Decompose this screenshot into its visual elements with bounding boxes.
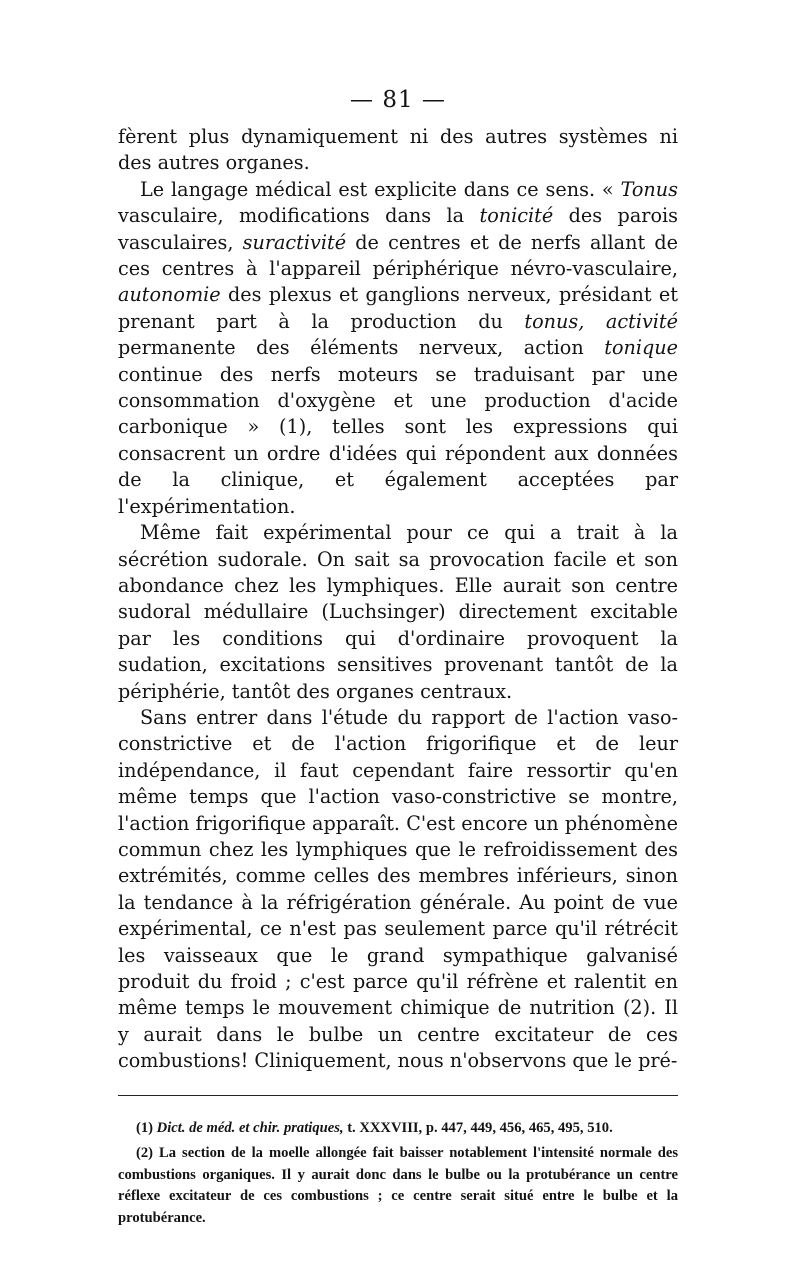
footnotes	[118, 1118, 678, 1230]
book-page	[118, 86, 678, 1234]
main-text	[118, 124, 678, 1075]
paragraph-continuation: fèrent plus dynamiquement ni des autres systèmes ni des autres organes.	[118, 125, 678, 175]
paragraph-vasoconstriction: Sans entrer dans l'étude du rapport de l'action vaso-constrictive et de l'action frigorifique et de leur indépendance, il faut cependant faire ressortir qu'en même temps que l'action vaso-constrictive se montre, l'action frigorifique apparaît. C'est encore un phénomène commun chez les lymphiques que le refroidissement des extrémités, comme celles des membres inférieurs, sinon la tendance à la réfrigération générale. Au point de vue expérimental, ce n'est pas seulement parce qu'il rétrécit les vaisseaux que le grand sympathique galvanisé produit du froid ; c'est parce qu'il réfrène et ralentit en même temps le mouvement chimique de nutrition (2). Il y aurait dans le bulbe un centre excitateur de ces combustions! Cliniquement, nous n'observons que le pré-	[118, 705, 678, 1073]
page-number: — 81 —	[350, 87, 446, 113]
paragraph-sudoral-secretion: Même fait expérimental pour ce qui a trait à la sécrétion sudorale. On sait sa provocation facile et son abondance chez les lymphiques. Elle aurait son centre sudoral médullaire (Luchsinger) directement excitable par les conditions qui d'ordinaire provoquent la sudation, excitations sensitives provenant tantôt de la périphérie, tantôt des organes centraux.	[118, 521, 678, 703]
footnote-1: (1) Dict. de méd. et chir. pratiques, t. XXXVIII, p. 447, 449, 456, 465, 495, 510.	[136, 1119, 613, 1136]
footnote-2: (2) La section de la moelle allongée fait baisser notablement l'intensité normale des combustions organiques. Il y aurait donc dans le bulbe ou la protubérance un centre réflexe excitateur de ces combustions ; ce centre serait situé entre le bulbe et la protubérance.	[118, 1145, 678, 1226]
footnote-divider	[118, 1095, 678, 1096]
paragraph-medical-language: Le langage médical est explicite dans ce sens. « Tonus vasculaire, modifications dans la tonicité des parois vasculaires, suractivité de centres et de nerfs allant de ces centres à l'appareil périphérique névro-vasculaire, autonomie des plexus et ganglions nerveux, présidant et prenant part à la production du tonus, activité permanente des éléments nerveux, action tonique continue des nerfs moteurs se traduisant par une consommation d'oxygène et une production d'acide carbonique » (1), telles sont les expressions qui consacrent un ordre d'idées qui répondent aux données de la clinique, et également acceptées par l'expérimentation.	[118, 177, 678, 518]
